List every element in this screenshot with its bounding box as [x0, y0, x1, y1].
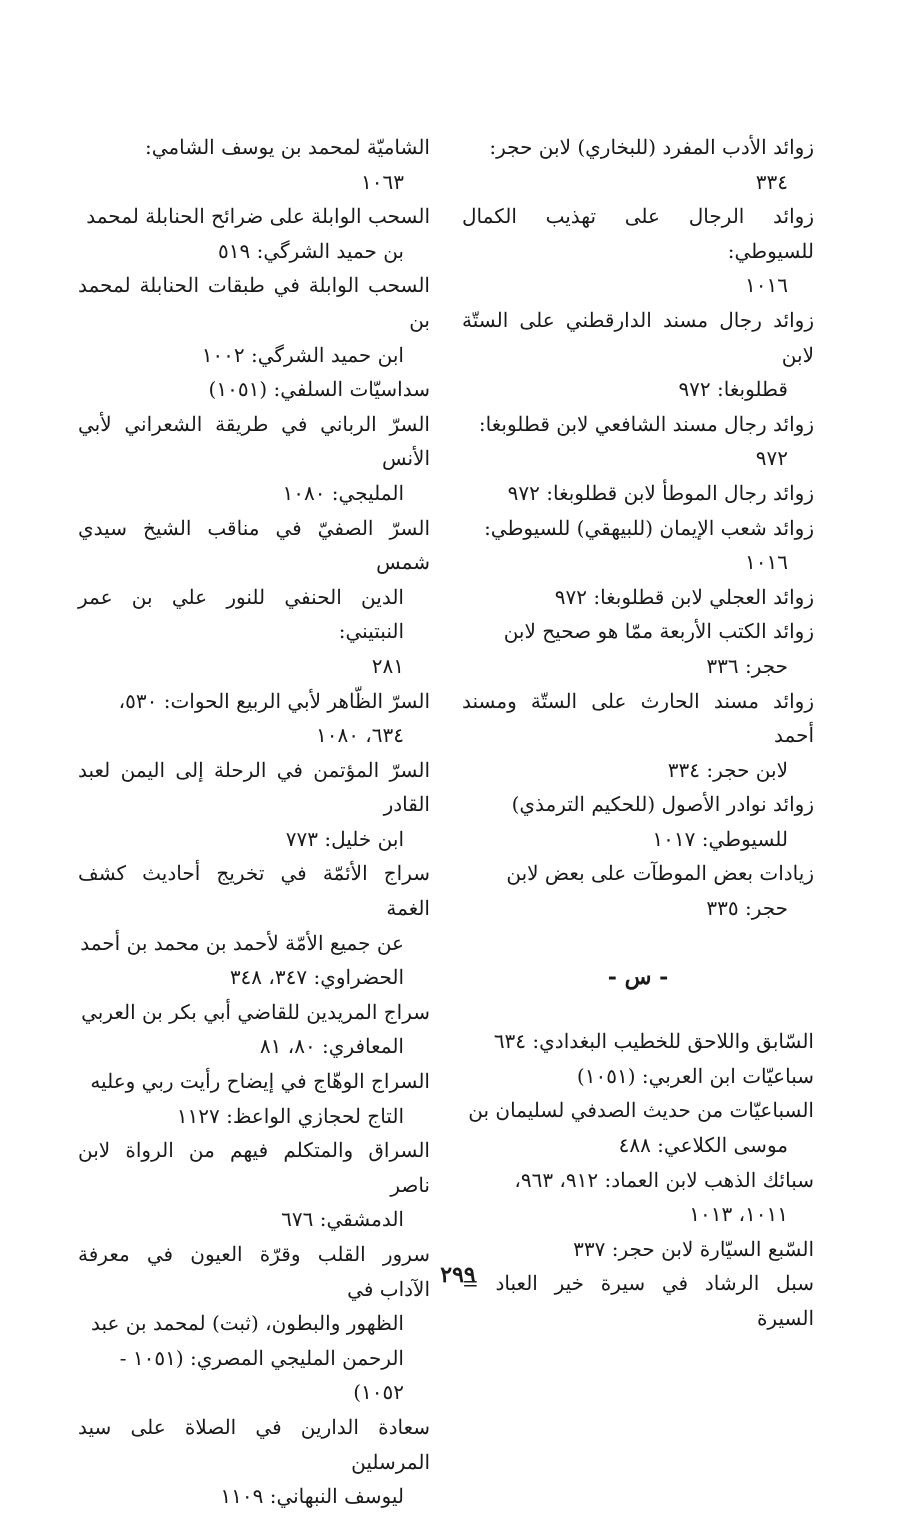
- index-entry: [462, 684, 814, 788]
- index-entry-title: زوائد العجلي لابن قطلوبغا: ٩٧٢: [554, 584, 814, 609]
- index-entry: [78, 1410, 430, 1514]
- index-entry-title: السّبع السيّارة لابن حجر: ٣٣٧: [573, 1236, 814, 1261]
- index-entry-title: سبل الرشاد في سيرة خير العباد = السيرة: [462, 1271, 814, 1330]
- right-entries-zay: [462, 130, 814, 926]
- index-entry-continuation: لابن حجر: ٣٣٤: [667, 757, 788, 782]
- index-entry-continuation: ١٠١١، ١٠١٣: [689, 1202, 788, 1227]
- index-entry: [78, 511, 430, 684]
- index-entry-title: السّابق واللاحق للخطيب البغدادي: ٦٣٤: [493, 1029, 814, 1054]
- section-heading-sin: - س -: [607, 963, 669, 990]
- index-entry: [78, 199, 430, 268]
- index-entry-title: السراج الوهّاج في إيضاح رأيت ربي وعليه: [90, 1069, 430, 1094]
- left-entries-sin: [78, 130, 430, 1514]
- index-entry-title: زوائد شعب الإيمان (للبيهقي) للسيوطي:: [484, 515, 814, 540]
- index-entry-continuation: ٦٣٤، ١٠٨٠: [315, 723, 404, 748]
- index-entry-continuation: ٩٧٢: [755, 446, 788, 471]
- index-entry-continuation: عن جميع الأمّة لأحمد بن محمد بن أحمد: [80, 930, 404, 955]
- right-entries-sin: [462, 1024, 814, 1335]
- index-entry-continuation: ابن خليل: ٧٧٣: [285, 826, 404, 851]
- index-entry-continuation: قطلوبغا: ٩٧٢: [678, 377, 788, 402]
- index-entry-title: زوائد نوادر الأصول (للحكيم الترمذي): [511, 792, 814, 817]
- index-entry-title: السباعيّات من حديث الصدفي لسليمان بن: [468, 1098, 814, 1123]
- index-entry: [462, 1163, 814, 1232]
- index-entry-title: سداسيّات السلفي: (١٠٥١): [208, 377, 430, 402]
- index-entry-continuation: المعافري: ٨٠، ٨١: [259, 1034, 404, 1059]
- index-entry-title: السرّ الرباني في طريقة الشعراني لأبي الأنس: [78, 411, 430, 471]
- index-entry-title: زوائد رجال مسند الدارقطني على الستّة لابن: [462, 307, 814, 367]
- index-entry: [462, 1093, 814, 1162]
- index-entry: [462, 130, 814, 199]
- index-entry: [462, 476, 814, 511]
- index-entry-continuation: المليجي: ١٠٨٠: [282, 480, 404, 505]
- index-entry-continuation: ليوسف النبهاني: ١١٠٩: [220, 1484, 404, 1509]
- index-entry-continuation: ١٠٥٢): [353, 1380, 404, 1405]
- index-entry-continuation: ٢٨١: [371, 653, 404, 678]
- index-entry: [462, 856, 814, 925]
- index-entry-title: زوائد رجال مسند الشافعي لابن قطلوبغا:: [478, 411, 814, 436]
- index-entry: [462, 199, 814, 303]
- index-entry-title: السرّ الصفيّ في مناقب الشيخ سيدي شمس: [78, 515, 430, 575]
- index-column-left: [78, 130, 430, 1514]
- index-entry-title: زوائد رجال الموطأ لابن قطلوبغا: ٩٧٢: [507, 480, 814, 505]
- index-entry-continuation: التاج لحجازي الواعظ: ١١٢٧: [176, 1103, 404, 1128]
- index-entry: [78, 268, 430, 372]
- index-entry-title: السحب الوابلة على ضرائح الحنابلة لمحمد: [86, 204, 430, 229]
- index-entry-continuation: حجر: ٣٣٦: [706, 653, 788, 678]
- index-entry: [462, 1059, 814, 1094]
- index-entry-continuation: الرحمن المليجي المصري: (١٠٥١ -: [119, 1345, 404, 1370]
- index-entry-title: السحب الوابلة في طبقات الحنابلة لمحمد بن: [78, 273, 430, 332]
- index-entry: [462, 787, 814, 856]
- index-entry: [78, 407, 430, 511]
- index-entry-title: زوائد الرجال على تهذيب الكمال للسيوطي:: [462, 204, 814, 263]
- index-entry: [462, 1024, 814, 1059]
- index-entry-title: السرّ المؤتمن في الرحلة إلى اليمن لعبد القادر: [78, 757, 430, 817]
- index-entry-continuation: الدمشقي: ٦٧٦: [281, 1207, 404, 1232]
- index-entry-continuation: الحضراوي: ٣٤٧، ٣٤٨: [229, 965, 404, 990]
- index-entry: [78, 684, 430, 753]
- index-entry: [78, 1064, 430, 1133]
- index-entry-title: الشاميّة لمحمد بن يوسف الشامي:: [145, 135, 430, 159]
- index-entry: [462, 407, 814, 476]
- index-entry: [462, 580, 814, 615]
- index-entry-title: السراق والمتكلم فيهم من الرواة لابن ناصر: [78, 1138, 430, 1197]
- index-entry-continuation: ١٠١٦: [745, 550, 788, 575]
- index-entry: [78, 1133, 430, 1237]
- index-entry-title: زيادات بعض الموطآت على بعض لابن: [506, 861, 814, 886]
- index-entry-title: سعادة الدارين في الصلاة على سيد المرسلين: [78, 1414, 430, 1474]
- index-entry-title: سبائك الذهب لابن العماد: ٩١٢، ٩٦٣،: [514, 1167, 814, 1192]
- index-entry: [78, 753, 430, 857]
- index-entry-title: سباعيّات ابن العربي: (١٠٥١): [576, 1063, 814, 1088]
- index-entry-continuation: ١٠٦٣: [361, 169, 404, 194]
- index-column-right: [462, 130, 814, 1336]
- index-entry: [78, 130, 430, 199]
- index-entry-continuation: حجر: ٣٣٥: [706, 896, 788, 921]
- index-entry-continuation: ابن حميد الشرگي: ١٠٠٢: [201, 342, 404, 367]
- index-entry-continuation: ٣٣٤: [755, 169, 788, 194]
- index-entry-continuation: الظهور والبطون، (ثبت) لمحمد بن عبد: [90, 1311, 404, 1336]
- index-entry: [78, 995, 430, 1064]
- index-entry-title: زوائد مسند الحارث على الستّة ومسند أحمد: [462, 688, 814, 748]
- index-entry-continuation: بن حميد الشرگي: ٥١٩: [217, 238, 404, 263]
- index-entry-title: سرور القلب وقرّة العيون في معرفة الآداب في: [78, 1242, 430, 1301]
- index-entry: [462, 303, 814, 407]
- index-entry-continuation: الدين الحنفي للنور علي بن عمر النبتيني:: [78, 584, 404, 644]
- index-entry-title: زوائد الأدب المفرد (للبخاري) لابن حجر:: [489, 135, 814, 159]
- index-entry: [78, 856, 430, 994]
- index-entry-title: سراج الأئمّة في تخريج أحاديث كشف الغمة: [78, 861, 430, 921]
- index-entry-title: سراج المريدين للقاضي أبي بكر بن العربي: [81, 999, 430, 1024]
- index-entry: [78, 372, 430, 407]
- index-entry-title: زوائد الكتب الأربعة ممّا هو صحيح لابن: [503, 619, 814, 644]
- index-entry: [462, 614, 814, 683]
- index-entry-continuation: موسى الكلاعي: ٤٨٨: [618, 1133, 788, 1158]
- index-entry-continuation: ١٠١٦: [745, 273, 788, 298]
- index-entry-continuation: للسيوطي: ١٠١٧: [652, 826, 788, 851]
- index-entry-title: السرّ الظّاهر لأبي الربيع الحوات: ٥٣٠،: [118, 688, 430, 713]
- page-number: ٢٩٩: [440, 1262, 476, 1288]
- index-entry: [462, 511, 814, 580]
